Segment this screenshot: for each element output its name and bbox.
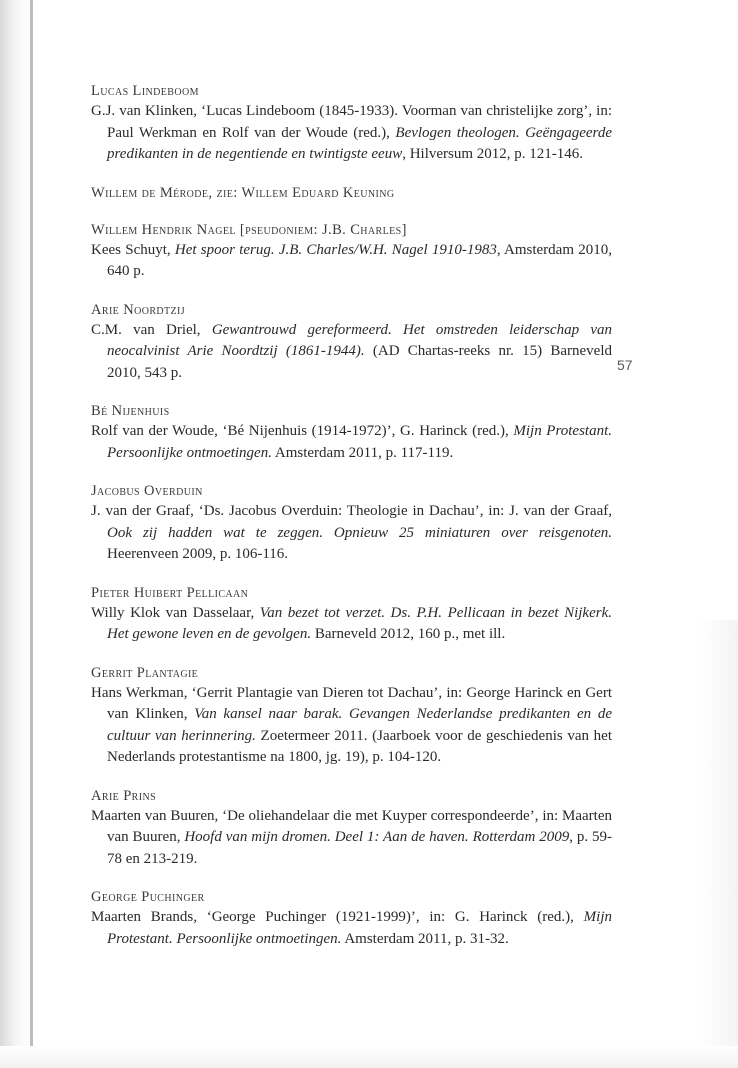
reference-text: Amsterdam 2011, p. 31-32. xyxy=(341,930,509,947)
reference-title-italic: Mijn Protestant. Persoonlijke ontmoetingen. xyxy=(107,909,612,947)
reference-text: Willy Klok van Dasselaar, xyxy=(91,604,260,621)
reference-title-italic: Bevlogen theologen. Geëngageerde predikanten in de negentiende en twintigste eeuw xyxy=(107,124,612,162)
entry-subject-name: Pieter Huibert Pellicaan xyxy=(91,584,249,601)
entry-subject-name: Bé Nijenhuis xyxy=(91,403,170,419)
entry-reference xyxy=(91,907,612,950)
page-number: 57 xyxy=(617,357,633,373)
reference-text: G.J. van Klinken, ‘Lucas Lindeboom (1845-1933). Voorman van christelijke zorg’, in: Paul Werkman en Rolf van der Woude (red.), xyxy=(91,103,612,141)
entry-reference xyxy=(91,501,612,566)
bibliography-entry xyxy=(91,481,612,566)
entry-reference xyxy=(91,683,612,769)
reference-text: , p. 59-78 en 213-219. xyxy=(107,829,612,867)
bibliography-entry xyxy=(91,887,612,950)
entry-subject-name: Gerrit Plantagie xyxy=(91,664,199,681)
reference-text: Amsterdam 2011, p. 117-119. xyxy=(271,444,454,461)
entry-subject-name: Willem de Mérode, zie: Willem Eduard Keuning xyxy=(91,184,395,201)
bibliography-entry xyxy=(91,401,612,464)
bibliography-entry xyxy=(91,81,612,166)
entry-subject-name: Arie Noordtzij xyxy=(91,301,186,318)
bibliography-entry xyxy=(91,786,612,871)
reference-title-italic: Mijn Protestant. Persoonlijke ontmoetingen. xyxy=(107,423,612,461)
reference-text: Kees Schuyt, xyxy=(91,241,175,258)
page-gutter-line xyxy=(30,0,33,1068)
bibliography-entry xyxy=(91,663,612,769)
entry-subject-name: Willem Hendrik Nagel [pseudoniem: J.B. Charles] xyxy=(91,221,407,238)
entry-reference xyxy=(91,240,612,283)
reference-text: Rolf van der Woude, ‘Bé Nijenhuis (1914-1972)’, G. Harinck (red.), xyxy=(91,423,514,439)
bibliography-list xyxy=(91,81,612,967)
entry-reference xyxy=(91,806,612,871)
reference-title-italic: Van kansel naar barak. Gevangen Nederlandse predikanten en de cultuur van herinnering. xyxy=(107,706,612,744)
reference-title-italic: Ook zij hadden wat te zeggen. Opnieuw 25 miniaturen over reisgenoten. xyxy=(107,524,612,541)
reference-title-italic: Gewantrouwd gereformeerd. Het omstreden leiderschap van neocalvinist Arie Noordtzij (1861-1944). xyxy=(107,321,612,359)
reference-text: Hans Werkman, ‘Gerrit Plantagie van Dieren tot Dachau’, in: George Harinck en Gert van Klinken, xyxy=(91,684,612,722)
page-edge-shadow xyxy=(698,620,738,1068)
entry-reference xyxy=(91,101,612,166)
bibliography-entry xyxy=(91,183,612,203)
entry-subject-name: Lucas Lindeboom xyxy=(91,83,199,99)
entry-subject-name: George Puchinger xyxy=(91,889,205,905)
reference-text: , Amsterdam 2010, 640 p. xyxy=(107,241,612,279)
page-bottom-shadow xyxy=(0,1046,738,1068)
entry-reference xyxy=(91,320,612,385)
reference-text: C.M. van Driel, xyxy=(91,321,212,338)
bibliography-entry xyxy=(91,583,612,646)
reference-text: Barneveld 2012, 160 p., met ill. xyxy=(311,626,506,642)
entry-reference xyxy=(91,603,612,646)
bibliography-entry xyxy=(91,220,612,283)
reference-title-italic: Het spoor terug. J.B. Charles/W.H. Nagel 1910-1983 xyxy=(174,241,497,258)
reference-text: J. van der Graaf, ‘Ds. Jacobus Overduin: Theologie in Dachau’, in: J. van der Graaf, xyxy=(91,503,612,519)
reference-text: (AD Chartas-reeks nr. 15) Barneveld 2010, 543 p. xyxy=(107,343,612,381)
reference-text: Zoetermeer 2011. (Jaarboek voor de geschiedenis van het Nederlands protestantisme na 1800, jg. 19), p. 104-120. xyxy=(107,727,612,765)
reference-text: , Hilversum 2012, p. 121-146. xyxy=(402,146,584,162)
reference-text: Maarten Brands, ‘George Puchinger (1921-1999)’, in: G. Harinck (red.), xyxy=(91,909,584,925)
reference-title-italic: Van bezet tot verzet. Ds. P.H. Pellicaan in bezet Nijkerk. Het gewone leven en de gevolgen. xyxy=(107,604,612,642)
reference-title-italic: Hoofd van mijn dromen. Deel 1: Aan de haven. Rotterdam 2009 xyxy=(184,829,570,845)
entry-subject-name: Jacobus Overduin xyxy=(91,483,203,499)
entry-reference xyxy=(91,421,612,464)
entry-subject-name: Arie Prins xyxy=(91,787,157,804)
reference-text: Heerenveen 2009, p. 106-116. xyxy=(107,546,289,562)
reference-text: Maarten van Buuren, ‘De oliehandelaar die met Kuyper correspondeerde’, in: Maarten van Buuren, xyxy=(91,807,612,845)
page-gutter-shadow xyxy=(0,0,34,1068)
bibliography-entry xyxy=(91,300,612,385)
